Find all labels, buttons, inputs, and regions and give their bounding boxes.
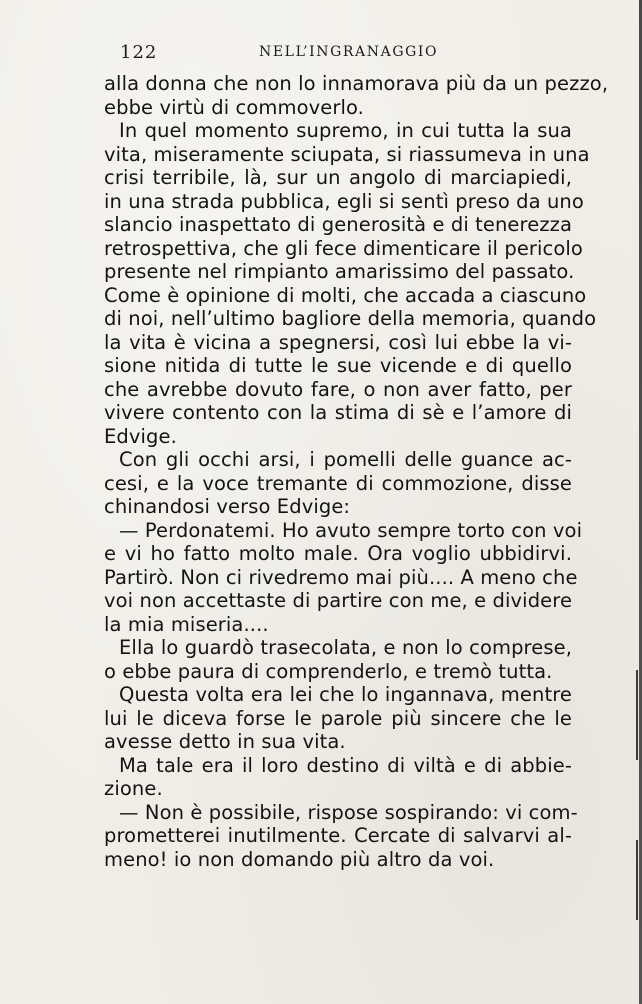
text-line: Con gli occhi arsi, i pomelli delle guance ac- (119, 448, 572, 471)
text-line: vita, miseramente sciupata, si riassumeva in una (104, 142, 590, 166)
text-line: Questa volta era lei che lo ingannava, mentre (119, 683, 572, 706)
text-line: Come è opinione di molti, che accada a ciascuno (104, 283, 587, 307)
text-line: in una strada pubblica, egli si sentì preso da uno (104, 189, 584, 213)
text-line: la vita è vicina a spegnersi, così lui ebbe la vi- (104, 330, 572, 354)
text-line: presente nel rimpianto amarissimo del passato. (104, 260, 575, 283)
text-line: slancio inaspettato di generosità e di tenerezza (104, 213, 573, 236)
text-line: crisi terribile, là, sur un angolo di marciapiedi, (104, 166, 572, 189)
text-line: che avrebbe dovuto fare, o non aver fatto, per (104, 377, 572, 401)
text-line: e vi ho fatto molto male. Ora voglio ubbidirvi. (104, 542, 572, 565)
margin-mark (636, 670, 638, 760)
text-line: zione. (104, 777, 163, 800)
text-line: lui le diceva forse le parole più sincere che le (104, 706, 572, 730)
text-line: In quel momento supremo, in cui tutta la sua (119, 119, 572, 142)
text-line: prometterei inutilmente. Cercate di salvarvi al- (104, 824, 572, 847)
text-line: Ella lo guardò trasecolata, e non lo comprese, (119, 636, 572, 659)
text-line: retrospettiva, che gli fece dimenticare il pericolo (104, 236, 583, 260)
page-number: 122 (120, 42, 158, 63)
body-text (104, 72, 609, 871)
text-line: o ebbe paura di comprenderlo, e tremò tutta. (104, 659, 553, 683)
page-header (120, 42, 580, 66)
running-head: NELL’INGRANAGGIO (259, 44, 439, 60)
text-line: — Perdonatemi. Ho avuto sempre torto con voi (119, 518, 583, 542)
text-line: ebbe virtù di commoverlo. (104, 95, 364, 119)
text-line: avesse detto in sua vita. (104, 730, 346, 753)
text-line: di noi, nell’ultimo bagliore della memoria, quando (104, 307, 597, 330)
text-line: — Non è possibile, rispose sospirando: vi com- (119, 800, 578, 824)
text-line: chinandosi verso Edvige: (104, 495, 351, 518)
text-line: sione nitida di tutte le sue vicende e di quello (104, 354, 572, 377)
text-line: meno! io non domando più altro da voi. (104, 847, 495, 871)
text-line: voi non accettaste di partire con me, e dividere (104, 589, 573, 612)
text-line: la mia miseria.... (104, 612, 269, 636)
text-line: Ma tale era il loro destino di viltà e di abbie- (119, 753, 572, 777)
text-line: Edvige. (104, 424, 177, 448)
text-line: cesi, e la voce tremante di commozione, disse (104, 471, 572, 495)
text-line: vivere contento con la stima di sè e l’amore di (104, 401, 572, 424)
text-line: alla donna che non lo innamorava più da un pezzo, (104, 72, 609, 95)
text-line: Partirò. Non ci rivedremo mai più.... A meno che (104, 565, 578, 589)
margin-mark (636, 840, 638, 920)
